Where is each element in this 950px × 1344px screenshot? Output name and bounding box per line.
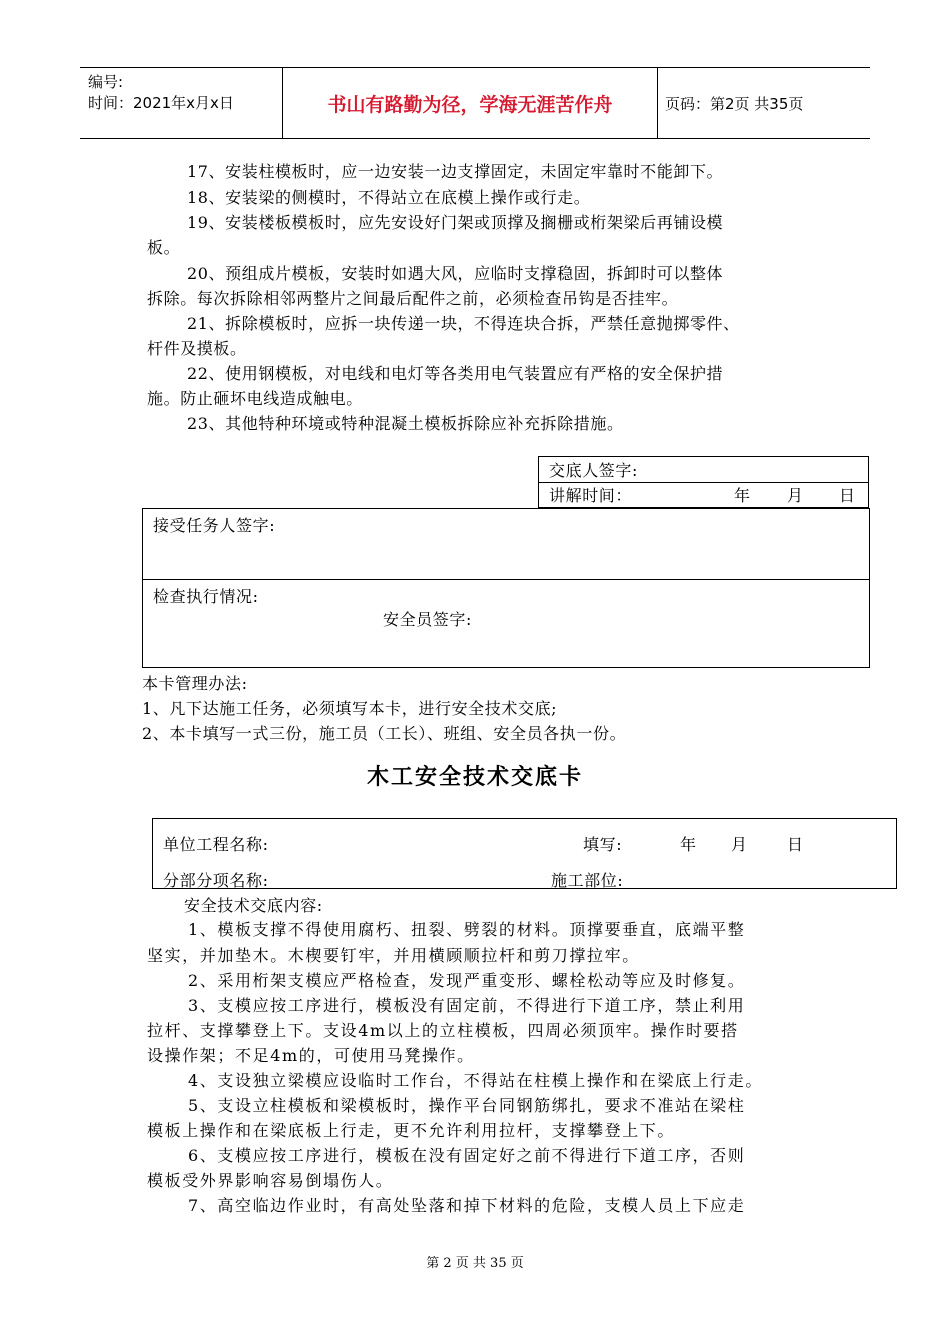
header-page-number: 页码：第2页 共35页 [665, 94, 804, 113]
item-20-cont: 拆除。每次拆除相邻两整片之间最后配件之前，必须检查吊钩是否挂牢。 [147, 289, 679, 308]
rule-3: 3、支模应按工序进行，模板没有固定前，不得进行下道工序，禁止利用 [188, 996, 746, 1015]
rule-6-cont: 模板受外界影响容易倒塌伤人。 [147, 1171, 394, 1190]
rule-3-cont: 拉杆、支撑攀登上下。支设4m以上的立柱模板，四周必须顶牢。操作时要搭 [147, 1021, 739, 1040]
management-rule-1: 1、凡下达施工任务，必须填写本卡，进行安全技术交底; [142, 699, 558, 718]
rule-3-cont-2: 设操作架；不足4m的，可使用马凳操作。 [147, 1046, 475, 1065]
construction-location-field[interactable]: 施工部位: [551, 871, 624, 890]
management-rule-2: 2、本卡填写一式三份，施工员（工长）、班组、安全员各执一份。 [142, 724, 627, 743]
section2-heading: 安全技术交底内容: [184, 896, 323, 915]
rule-2: 2、采用桁架支模应严格检查，发现严重变形、螺栓松动等应及时修复。 [188, 971, 746, 990]
rule-7: 7、高空临边作业时，有高处坠落和掉下材料的危险，支模人员上下应走 [188, 1196, 746, 1215]
lecture-time-label: 讲解时间： [549, 486, 633, 505]
item-21: 21、拆除模板时，应拆一块传递一块，不得连块合拆，严禁任意抛掷零件、 [187, 314, 740, 333]
project-name-field[interactable]: 单位工程名称: [163, 835, 269, 854]
rule-1: 1、模板支撑不得使用腐朽、扭裂、劈裂的材料。顶撑要垂直，底端平整 [188, 920, 746, 939]
rule-5-cont: 模板上操作和在梁底板上行走，更不允许利用拉杆，支撑攀登上下。 [147, 1121, 676, 1140]
item-19: 19、安装楼板模板时，应先安设好门架或顶撑及搁栅或桁架梁后再铺设模 [187, 213, 724, 232]
safety-officer-signature-field[interactable]: 安全员签字: [383, 610, 472, 629]
item-23: 23、其他特种环境或特种混凝土模板拆除应补充拆除措施。 [187, 414, 624, 433]
item-19-cont: 板。 [147, 238, 181, 257]
discloser-signature-field[interactable]: 交底人签字: [549, 461, 638, 480]
card-title: 木工安全技术交底卡 [366, 765, 583, 790]
fill-month-label: 月 [731, 835, 748, 854]
rule-5: 5、支设立柱模板和梁模板时，操作平台同钢筋绑扎，要求不准站在梁柱 [188, 1096, 746, 1115]
item-18: 18、安装梁的侧模时，不得站立在底模上操作或行走。 [187, 188, 591, 207]
discloser-sign-box [538, 456, 869, 508]
receive-check-box [142, 508, 870, 668]
page-header [80, 67, 870, 139]
item-22: 22、使用钢模板，对电线和电灯等各类用电气装置应有严格的安全保护措 [187, 364, 724, 383]
year-label: 年 [734, 486, 751, 505]
execution-check-field[interactable]: 检查执行情况: [153, 587, 259, 606]
item-20: 20、预组成片模板，安装时如遇大风，应临时支撑稳固，拆卸时可以整体 [187, 264, 724, 283]
serial-label: 编号: [88, 73, 124, 91]
receiver-signature-field[interactable]: 接受任务人签字: [153, 516, 276, 535]
rule-6: 6、支模应按工序进行，模板在没有固定好之前不得进行下道工序，否则 [188, 1146, 746, 1165]
month-label: 月 [787, 486, 804, 505]
page-footer: 第 2 页 共 35 页 [426, 1256, 524, 1271]
item-22-cont: 施。防止砸坏电线造成触电。 [147, 389, 363, 408]
fill-date-label: 填写: [583, 835, 623, 854]
rule-4: 4、支设独立梁模应设临时工作台，不得站在柱模上操作和在梁底上行走。 [188, 1071, 763, 1090]
header-motto: 书山有路勤为径，学海无涯苦作舟 [282, 68, 658, 138]
rule-1-cont: 坚实，并加垫木。木楔要钉牢，并用横顾顺拉杆和剪刀撑拉牢。 [147, 946, 640, 965]
header-meta [80, 68, 282, 138]
fill-year-label: 年 [680, 835, 697, 854]
item-21-cont: 杆件及摸板。 [147, 339, 247, 358]
fill-day-label: 日 [787, 835, 804, 854]
item-17: 17、安装柱模板时，应一边安装一边支撑固定，未固定牢靠时不能卸下。 [187, 162, 724, 181]
project-info-box [152, 818, 897, 889]
time-label: 时间：2021年x月x日 [88, 94, 234, 112]
management-heading: 本卡管理办法: [142, 674, 248, 693]
subproject-name-field[interactable]: 分部分项名称: [163, 871, 269, 890]
day-label: 日 [839, 486, 856, 505]
